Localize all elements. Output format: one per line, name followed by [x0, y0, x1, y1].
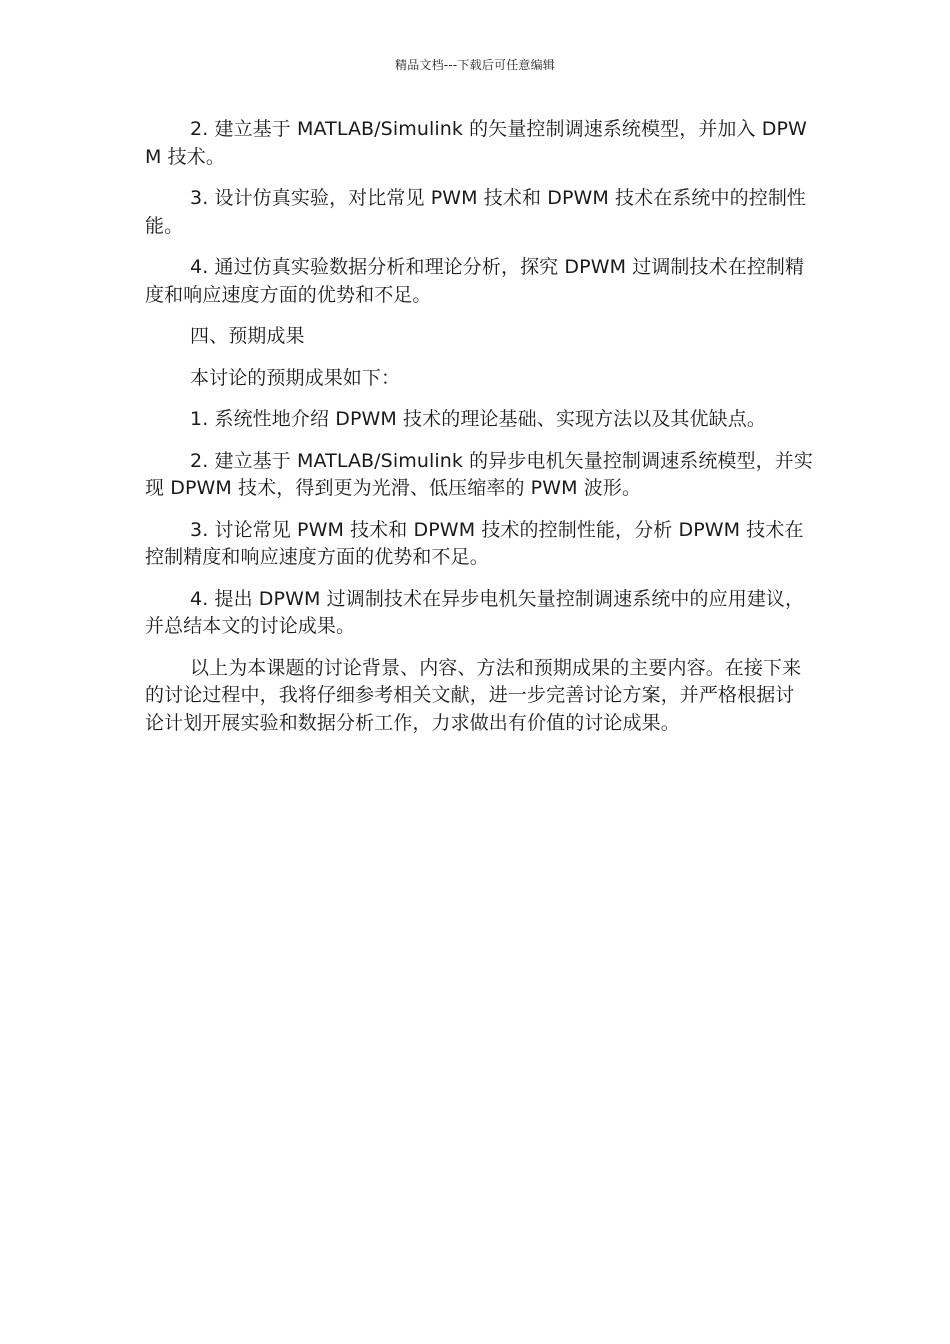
- section-heading-expected-results: 四、预期成果: [190, 325, 305, 347]
- paragraph-result-2: 2. 建立基于 MATLAB/Simulink 的异步电机矢量控制调速系统模型，并实现 DPWM 技术，得到更为光滑、低压缩率的 PWM 波形。: [145, 449, 813, 499]
- paragraph-conclusion: 以上为本课题的讨论背景、内容、方法和预期成果的主要内容。在接下来的讨论过程中，我将仔细参考相关文献，进一步完善讨论方案，并严格根据讨论计划开展实验和数据分析工作，力求做出有价值的讨论成果。: [145, 656, 802, 734]
- paragraph-results-intro: 本讨论的预期成果如下：: [190, 366, 401, 389]
- paragraph-objective-3: 3. 设计仿真实验，对比常见 PWM 技术和 DPWM 技术在系统中的控制性能。: [145, 187, 807, 237]
- paragraph-result-4: 4. 提出 DPWM 过调制技术在异步电机矢量控制调速系统中的应用建议，并总结本文的讨论成果。: [145, 587, 805, 637]
- paragraph-objective-4: 4. 通过仿真实验数据分析和理论分析，探究 DPWM 过调制技术在控制精度和响应速度方面的优势和不足。: [145, 256, 805, 306]
- paragraph-result-1: 1. 系统性地介绍 DPWM 技术的理论基础、实现方法以及其优缺点。: [190, 408, 766, 430]
- paragraph-objective-2: 2. 建立基于 MATLAB/Simulink 的矢量控制调速系统模型，并加入 DPWM 技术。: [145, 118, 807, 168]
- document-body: [145, 116, 813, 751]
- page-header: 精品文档---下载后可任意编辑: [395, 58, 555, 72]
- paragraph-result-3: 3. 讨论常见 PWM 技术和 DPWM 技术的控制性能，分析 DPWM 技术在控制精度和响应速度方面的优势和不足。: [145, 518, 804, 568]
